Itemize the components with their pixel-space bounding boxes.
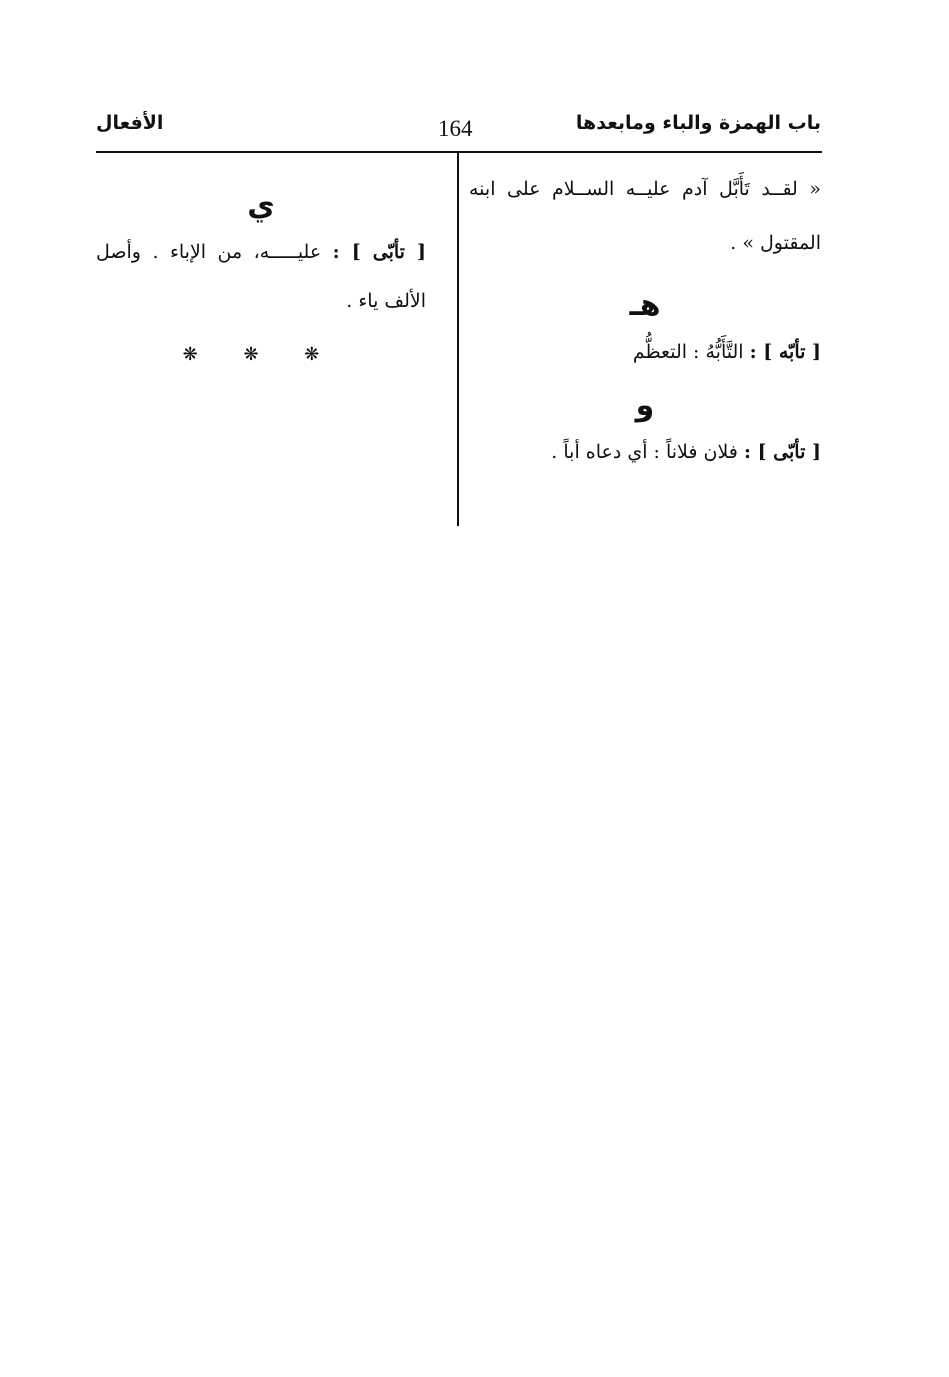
entry-line-1 xyxy=(96,238,426,266)
page-number: 164 xyxy=(438,116,473,141)
section-letter-waw: و xyxy=(635,388,655,423)
left-column xyxy=(96,186,426,365)
header-rule xyxy=(96,151,822,153)
quote-line-2: المقتول » . xyxy=(730,232,821,254)
section-letter-ha: هـ xyxy=(629,288,661,323)
section-letter-ya: ي xyxy=(247,188,275,223)
entry-definition-1: عليـــــه، من الإباء . وأصل xyxy=(96,241,322,263)
entry-headword: [ تأبّى ] : xyxy=(743,441,821,463)
entry-ta-abbah xyxy=(469,332,821,372)
separator-asterisks: ❋ ❋ ❋ xyxy=(182,344,340,365)
entry-headword: [ تأبّى ] : xyxy=(332,241,427,263)
right-column xyxy=(469,160,821,472)
column-title: الأفعال xyxy=(96,112,164,134)
entry-definition: التَّأَبُّهُ : التعظُّم xyxy=(632,341,744,363)
quote-line-1: « لقــد تَأَبَّل آدم عليــه الســلام على ابنه xyxy=(469,178,821,200)
entry-headword: [ تأبّه ] : xyxy=(749,341,821,363)
entry-definition: فلان فلاناً : أي دعاه أباً . xyxy=(551,441,738,463)
column-divider xyxy=(457,152,459,526)
entry-ta-abba xyxy=(469,432,821,472)
section-title: باب الهمزة والباء ومابعدها xyxy=(575,112,821,134)
entry-line-2: الألف ياء . xyxy=(346,290,426,312)
